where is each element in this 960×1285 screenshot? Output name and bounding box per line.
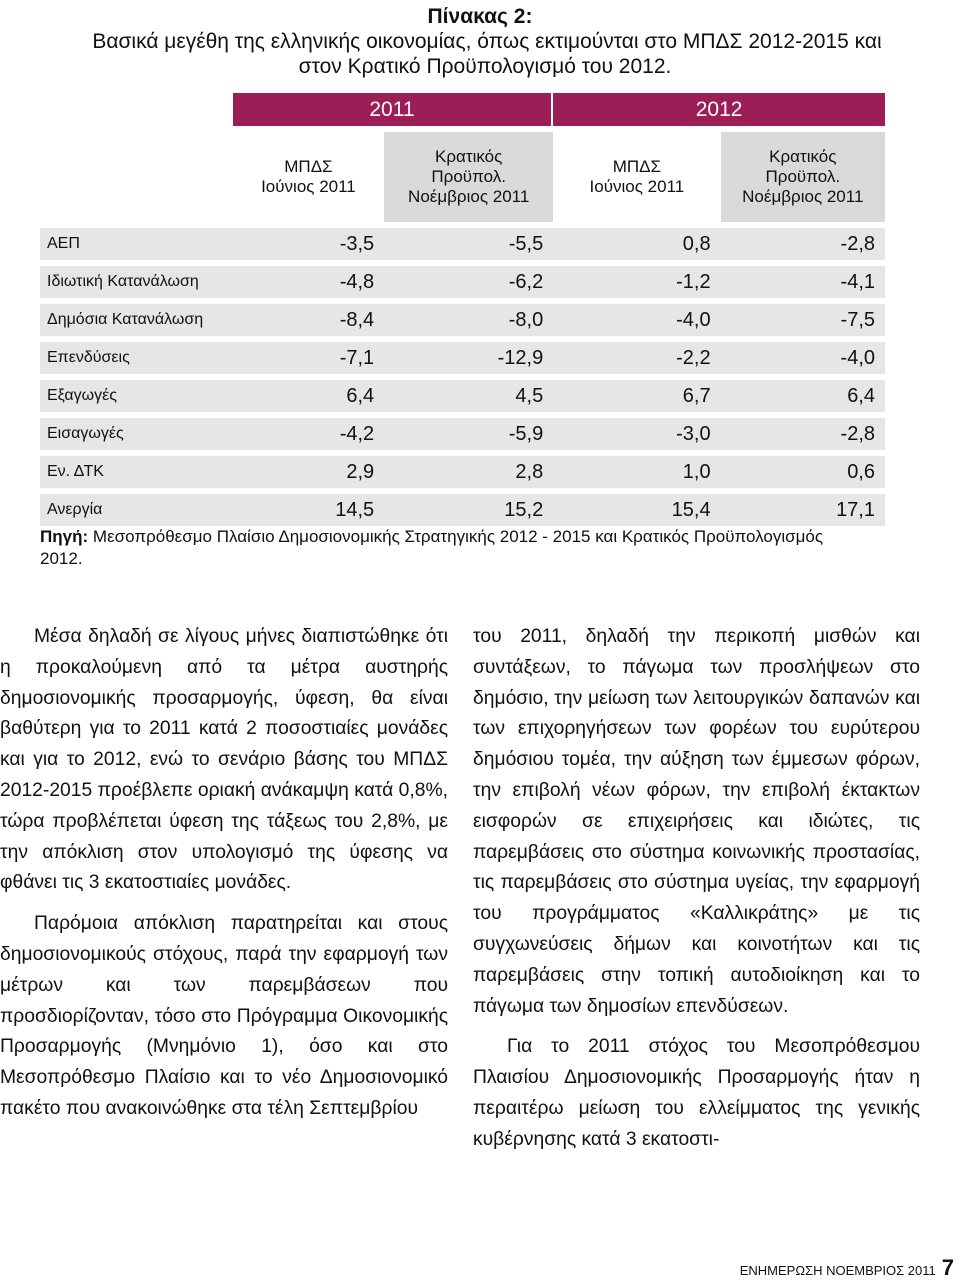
row-label: Δημόσια Κατανάλωση xyxy=(40,304,233,336)
paragraph: του 2011, δηλαδή την περικοπή μισθών και συντάξεων, το πάγωμα των προσλήψεων στο δημόσιο, την μείωση των λειτουργικών δαπανών και των επιχορηγήσεων των φορέων του ευρύτερου δημόσιου τομέα, την αύξηση των έμμεσων φόρων, την επιβολή νέων φόρων, την επιβολή έκτακτων εισφορών σε επιχειρήσεις και ιδιώτες, τις παρεμβάσεις στο σύστημα κοινωνικής προστασίας, τις παρεμβάσεις στο σύστημα υγείας, την εφαρμογή του προγράμματος «Καλλικράτης» με τις συγχωνεύσεις δήμων και κοινοτήτων και τις παρεμβάσεις στην τοπική αυτοδιοίκηση και το πάγωμα των δημοσίων επενδύσεων. xyxy=(473,626,920,1017)
table-cell: -4,1 xyxy=(721,266,885,298)
text-column-right xyxy=(473,622,920,1156)
table-cell: 2,9 xyxy=(233,456,384,488)
table-cell: -3,0 xyxy=(553,418,720,450)
table-cell: -4,8 xyxy=(233,266,384,298)
col-header-budget-2011: Κρατικός Προϋπολ. Νοέμβριος 2011 xyxy=(384,132,553,222)
paragraph: Παρόμοια απόκλιση παρατηρείται και στους δημοσιονομικούς στόχους, παρά την εφαρμογή των μέτρων και των παρεμβάσεων που προσδιορίζονταν, τόσο στο Πρόγραμμα Οικονομικής Προσαρμογής (Μνημόνιο 1), όσο και στο Μεσοπρόθεσμο Πλαίσιο και το νέο Δημοσιονομικό πακέτο που ανακοινώθηκε στα τέλη Σεπτεμβρίου xyxy=(0,913,448,1119)
table-cell: -8,4 xyxy=(233,304,384,336)
table-cell: -7,1 xyxy=(233,342,384,374)
table-row xyxy=(40,342,885,374)
row-label: Επενδύσεις xyxy=(40,342,233,374)
row-label: Εν. ΔΤΚ xyxy=(40,456,233,488)
table-caption xyxy=(0,4,960,79)
year-2012-header: 2012 xyxy=(553,93,885,126)
table-cell: -6,2 xyxy=(384,266,553,298)
table-cell: -7,5 xyxy=(721,304,885,336)
year-header-row xyxy=(40,93,885,126)
table-cell: -3,5 xyxy=(233,228,384,260)
table-row xyxy=(40,228,885,260)
row-label: ΑΕΠ xyxy=(40,228,233,260)
table-row xyxy=(40,266,885,298)
table-cell: 17,1 xyxy=(721,494,885,526)
source-text: Μεσοπρόθεσμο Πλαίσιο Δημοσιονομικής Στρατηγικής 2012 - 2015 και Κρατικός Προϋπολογισμός 2012. xyxy=(40,527,824,568)
col-header-budget-2012: Κρατικός Προϋπολ. Νοέμβριος 2011 xyxy=(721,132,885,222)
col-header-mpds-2011: ΜΠΔΣ Ιούνιος 2011 xyxy=(261,157,356,196)
page-number: 7 xyxy=(941,1255,954,1280)
table-cell: -1,2 xyxy=(553,266,720,298)
table-cell: -2,2 xyxy=(553,342,720,374)
table-cell: 6,4 xyxy=(721,380,885,412)
row-label: Εξαγωγές xyxy=(40,380,233,412)
table-cell: 4,5 xyxy=(384,380,553,412)
table-cell: -4,0 xyxy=(721,342,885,374)
row-label: Ιδιωτική Κατανάλωση xyxy=(40,266,233,298)
table-row xyxy=(40,456,885,488)
table-cell: -8,0 xyxy=(384,304,553,336)
table-cell: 6,7 xyxy=(553,380,720,412)
subheader-blank xyxy=(40,132,233,222)
caption-line-1: Βασικά μεγέθη της ελληνικής οικονομίας, όπως εκτιμούνται στο ΜΠΔΣ 2012-2015 και xyxy=(92,30,882,53)
table-cell: -4,2 xyxy=(233,418,384,450)
table-cell: 6,4 xyxy=(233,380,384,412)
table-cell: -5,5 xyxy=(384,228,553,260)
table-cell: 15,2 xyxy=(384,494,553,526)
table-cell: -12,9 xyxy=(384,342,553,374)
caption-line-2: στον Κρατικό Προϋπολογισμό του 2012. xyxy=(298,55,672,78)
table-cell: -2,8 xyxy=(721,228,885,260)
table-cell: 15,4 xyxy=(553,494,720,526)
column-header-row xyxy=(40,132,885,222)
table-cell: 0,6 xyxy=(721,456,885,488)
table-row xyxy=(40,380,885,412)
table-cell: 1,0 xyxy=(553,456,720,488)
header-blank xyxy=(40,93,233,126)
table-cell: -4,0 xyxy=(553,304,720,336)
source-note xyxy=(40,526,870,570)
footer-label: ΕΝΗΜΕΡΩΣΗ ΝΟΕΜΒΡΙΟΣ 2011 xyxy=(739,1263,936,1278)
table-row xyxy=(40,304,885,336)
row-label: Εισαγωγές xyxy=(40,418,233,450)
source-label: Πηγή: xyxy=(40,527,89,546)
year-2011-header: 2011 xyxy=(233,93,554,126)
table-row xyxy=(40,494,885,526)
table-cell: -5,9 xyxy=(384,418,553,450)
paragraph: Μέσα δηλαδή σε λίγους μήνες διαπιστώθηκε ότι η προκαλούμενη από τα μέτρα αυστηρής δημοσιονομικής προσαρμογής, ύφεση, θα είναι βαθύτερη για το 2011 κατά 2 ποσοστιαίες μονάδες και για το 2012, ενώ το σενάριο βάσης του ΜΠΔΣ 2012-2015 προέβλεπε οριακή ανάκαμψη κατά 0,8%, τώρα προβλέπεται ύφεση της τάξεως του 2,8%, με την απόκλιση στον υπολογισμό της ύφεσης να φθάνει τις 3 εκατοστιαίες μονάδες. xyxy=(0,626,448,894)
economic-indicators-table xyxy=(40,87,885,532)
table-cell: 0,8 xyxy=(553,228,720,260)
table-cell: 14,5 xyxy=(233,494,384,526)
table-cell: -2,8 xyxy=(721,418,885,450)
paragraph: Για το 2011 στόχος του Μεσοπρόθεσμου Πλαισίου Δημοσιονομικής Προσαρμογής ήταν η περαιτέρω μείωση του ελλείμματος της γενικής κυβέρνησης κατά 3 εκατοστι- xyxy=(473,1036,920,1150)
row-label: Ανεργία xyxy=(40,494,233,526)
table-row xyxy=(40,418,885,450)
table-number: Πίνακας 2: xyxy=(427,5,533,28)
text-column-left xyxy=(0,622,448,1125)
col-header-mpds-2012: ΜΠΔΣ Ιούνιος 2011 xyxy=(589,157,685,196)
page-footer xyxy=(740,1255,954,1281)
table-cell: 2,8 xyxy=(384,456,553,488)
